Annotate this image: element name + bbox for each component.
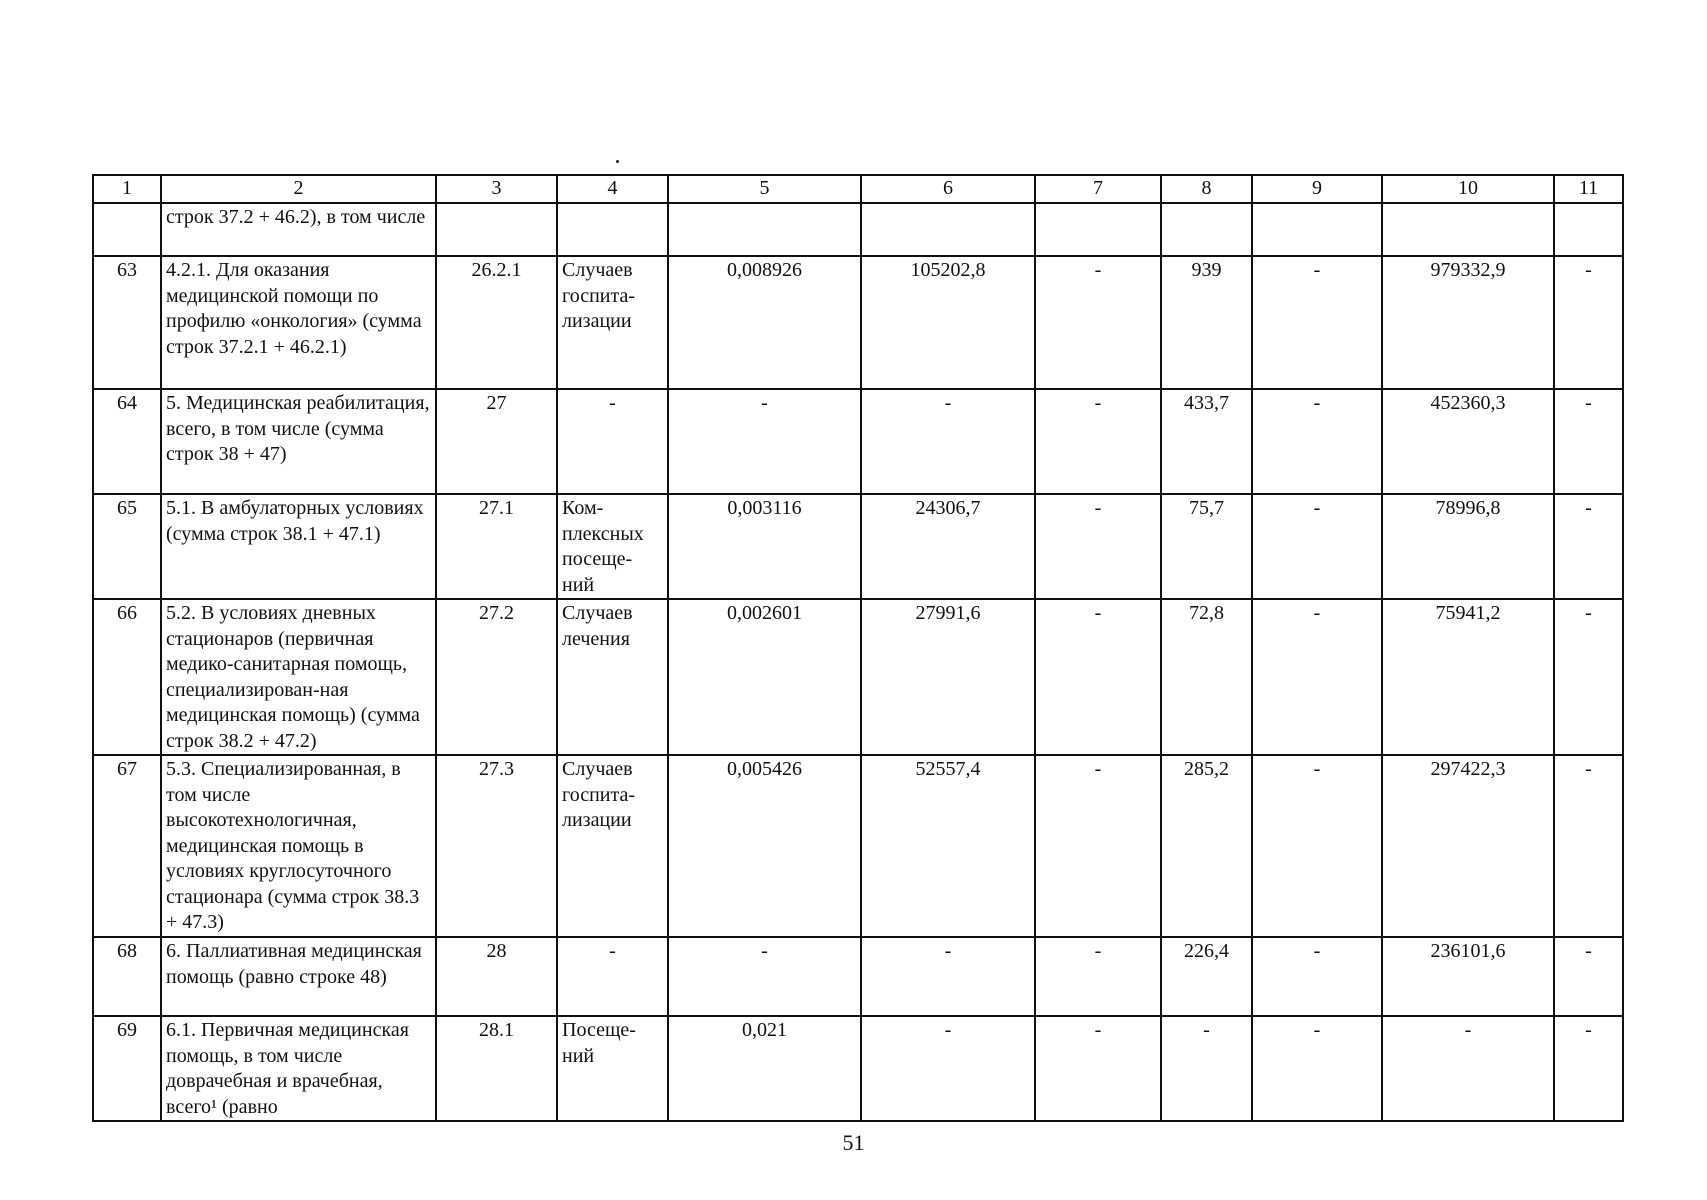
- value-cell: 226,4: [1161, 937, 1252, 1016]
- row-number-cell: [93, 203, 161, 256]
- value-cell: -: [861, 937, 1035, 1016]
- unit-cell: Посеще-ний: [557, 1016, 668, 1121]
- header-cell: 10: [1382, 175, 1554, 203]
- value-cell: -: [1252, 494, 1382, 599]
- value-cell: -: [1252, 755, 1382, 937]
- table-row: [93, 256, 1623, 389]
- value-cell: -: [1554, 256, 1623, 389]
- value-cell: -: [1035, 755, 1161, 937]
- value-cell: 452360,3: [1382, 389, 1554, 494]
- code-cell: 28.1: [436, 1016, 557, 1121]
- unit-cell: Случаев госпита-лизации: [557, 256, 668, 389]
- description-cell: 5. Медицинская реабилитация, всего, в том числе (сумма строк 38 + 47): [161, 389, 436, 494]
- value-cell: [861, 203, 1035, 256]
- code-cell: 27.3: [436, 755, 557, 937]
- table-row: [93, 937, 1623, 1016]
- value-cell: 433,7: [1161, 389, 1252, 494]
- value-cell: -: [668, 937, 861, 1016]
- value-cell: 75,7: [1161, 494, 1252, 599]
- value-cell: 52557,4: [861, 755, 1035, 937]
- header-cell: 1: [93, 175, 161, 203]
- description-cell: строк 37.2 + 46.2), в том числе: [161, 203, 436, 256]
- value-cell: [1035, 203, 1161, 256]
- value-cell: -: [1554, 755, 1623, 937]
- unit-cell: Ком-плексных посеще-ний: [557, 494, 668, 599]
- value-cell: -: [1035, 494, 1161, 599]
- row-number-cell: 68: [93, 937, 161, 1016]
- value-cell: 979332,9: [1382, 256, 1554, 389]
- value-cell: [1554, 203, 1623, 256]
- page-number: 51: [842, 1130, 865, 1155]
- value-cell: -: [1035, 599, 1161, 755]
- value-cell: -: [1554, 494, 1623, 599]
- value-cell: 0,008926: [668, 256, 861, 389]
- value-cell: -: [1382, 1016, 1554, 1121]
- value-cell: 939: [1161, 256, 1252, 389]
- row-number-cell: 64: [93, 389, 161, 494]
- value-cell: 0,002601: [668, 599, 861, 755]
- value-cell: -: [1554, 389, 1623, 494]
- description-cell: 5.1. В амбулаторных условиях (сумма строк 38.1 + 47.1): [161, 494, 436, 599]
- value-cell: 27991,6: [861, 599, 1035, 755]
- value-cell: -: [861, 1016, 1035, 1121]
- scan-dot-mark: [616, 160, 619, 163]
- table-row: [93, 599, 1623, 755]
- header-cell: 8: [1161, 175, 1252, 203]
- description-cell: 6.1. Первичная медицинская помощь, в том числе доврачебная и врачебная, всего¹ (равно: [161, 1016, 436, 1121]
- value-cell: -: [1554, 599, 1623, 755]
- value-cell: 0,003116: [668, 494, 861, 599]
- value-cell: -: [1252, 937, 1382, 1016]
- value-cell: -: [1035, 389, 1161, 494]
- value-cell: 78996,8: [1382, 494, 1554, 599]
- value-cell: 285,2: [1161, 755, 1252, 937]
- header-cell: 3: [436, 175, 557, 203]
- value-cell: 297422,3: [1382, 755, 1554, 937]
- unit-cell: [557, 203, 668, 256]
- value-cell: -: [1554, 1016, 1623, 1121]
- description-cell: 6. Паллиативная медицинская помощь (равно строке 48): [161, 937, 436, 1016]
- value-cell: -: [668, 389, 861, 494]
- code-cell: 26.2.1: [436, 256, 557, 389]
- row-number-cell: 67: [93, 755, 161, 937]
- unit-cell: -: [557, 389, 668, 494]
- value-cell: -: [1035, 937, 1161, 1016]
- table-header-row: [93, 175, 1623, 203]
- header-cell: 7: [1035, 175, 1161, 203]
- header-cell: 6: [861, 175, 1035, 203]
- value-cell: 236101,6: [1382, 937, 1554, 1016]
- value-cell: 0,005426: [668, 755, 861, 937]
- value-cell: -: [1035, 1016, 1161, 1121]
- row-number-cell: 65: [93, 494, 161, 599]
- table-row: [93, 494, 1623, 599]
- value-cell: 0,021: [668, 1016, 861, 1121]
- row-number-cell: 63: [93, 256, 161, 389]
- value-cell: -: [1252, 1016, 1382, 1121]
- unit-cell: Случаев лечения: [557, 599, 668, 755]
- data-table: [92, 174, 1624, 1122]
- value-cell: [1382, 203, 1554, 256]
- code-cell: 27.1: [436, 494, 557, 599]
- unit-cell: Случаев госпита-лизации: [557, 755, 668, 937]
- description-cell: 5.2. В условиях дневных стационаров (первичная медико-санитарная помощь, специализирован-ная медицинская помощь) (сумма строк 38.2 + 47.2): [161, 599, 436, 755]
- unit-cell: -: [557, 937, 668, 1016]
- value-cell: -: [1252, 256, 1382, 389]
- header-cell: 9: [1252, 175, 1382, 203]
- table-row: [93, 755, 1623, 937]
- value-cell: -: [861, 389, 1035, 494]
- header-cell: 2: [161, 175, 436, 203]
- value-cell: -: [1035, 256, 1161, 389]
- value-cell: [1252, 203, 1382, 256]
- code-cell: 27: [436, 389, 557, 494]
- value-cell: [668, 203, 861, 256]
- table-row: [93, 203, 1623, 256]
- row-number-cell: 66: [93, 599, 161, 755]
- value-cell: -: [1554, 937, 1623, 1016]
- table-row: [93, 389, 1623, 494]
- header-cell: 4: [557, 175, 668, 203]
- value-cell: 72,8: [1161, 599, 1252, 755]
- description-cell: 4.2.1. Для оказания медицинской помощи по профилю «онкология» (сумма строк 37.2.1 + 46.2.1): [161, 256, 436, 389]
- value-cell: [1161, 203, 1252, 256]
- value-cell: 75941,2: [1382, 599, 1554, 755]
- code-cell: 28: [436, 937, 557, 1016]
- value-cell: -: [1252, 599, 1382, 755]
- value-cell: -: [1252, 389, 1382, 494]
- value-cell: -: [1161, 1016, 1252, 1121]
- value-cell: 24306,7: [861, 494, 1035, 599]
- table-row: [93, 1016, 1623, 1121]
- value-cell: 105202,8: [861, 256, 1035, 389]
- header-cell: 11: [1554, 175, 1623, 203]
- code-cell: 27.2: [436, 599, 557, 755]
- code-cell: [436, 203, 557, 256]
- header-cell: 5: [668, 175, 861, 203]
- description-cell: 5.3. Специализированная, в том числе высокотехнологичная, медицинская помощь в условиях круглосуточного стационара (сумма строк 38.3 + 47.3): [161, 755, 436, 937]
- row-number-cell: 69: [93, 1016, 161, 1121]
